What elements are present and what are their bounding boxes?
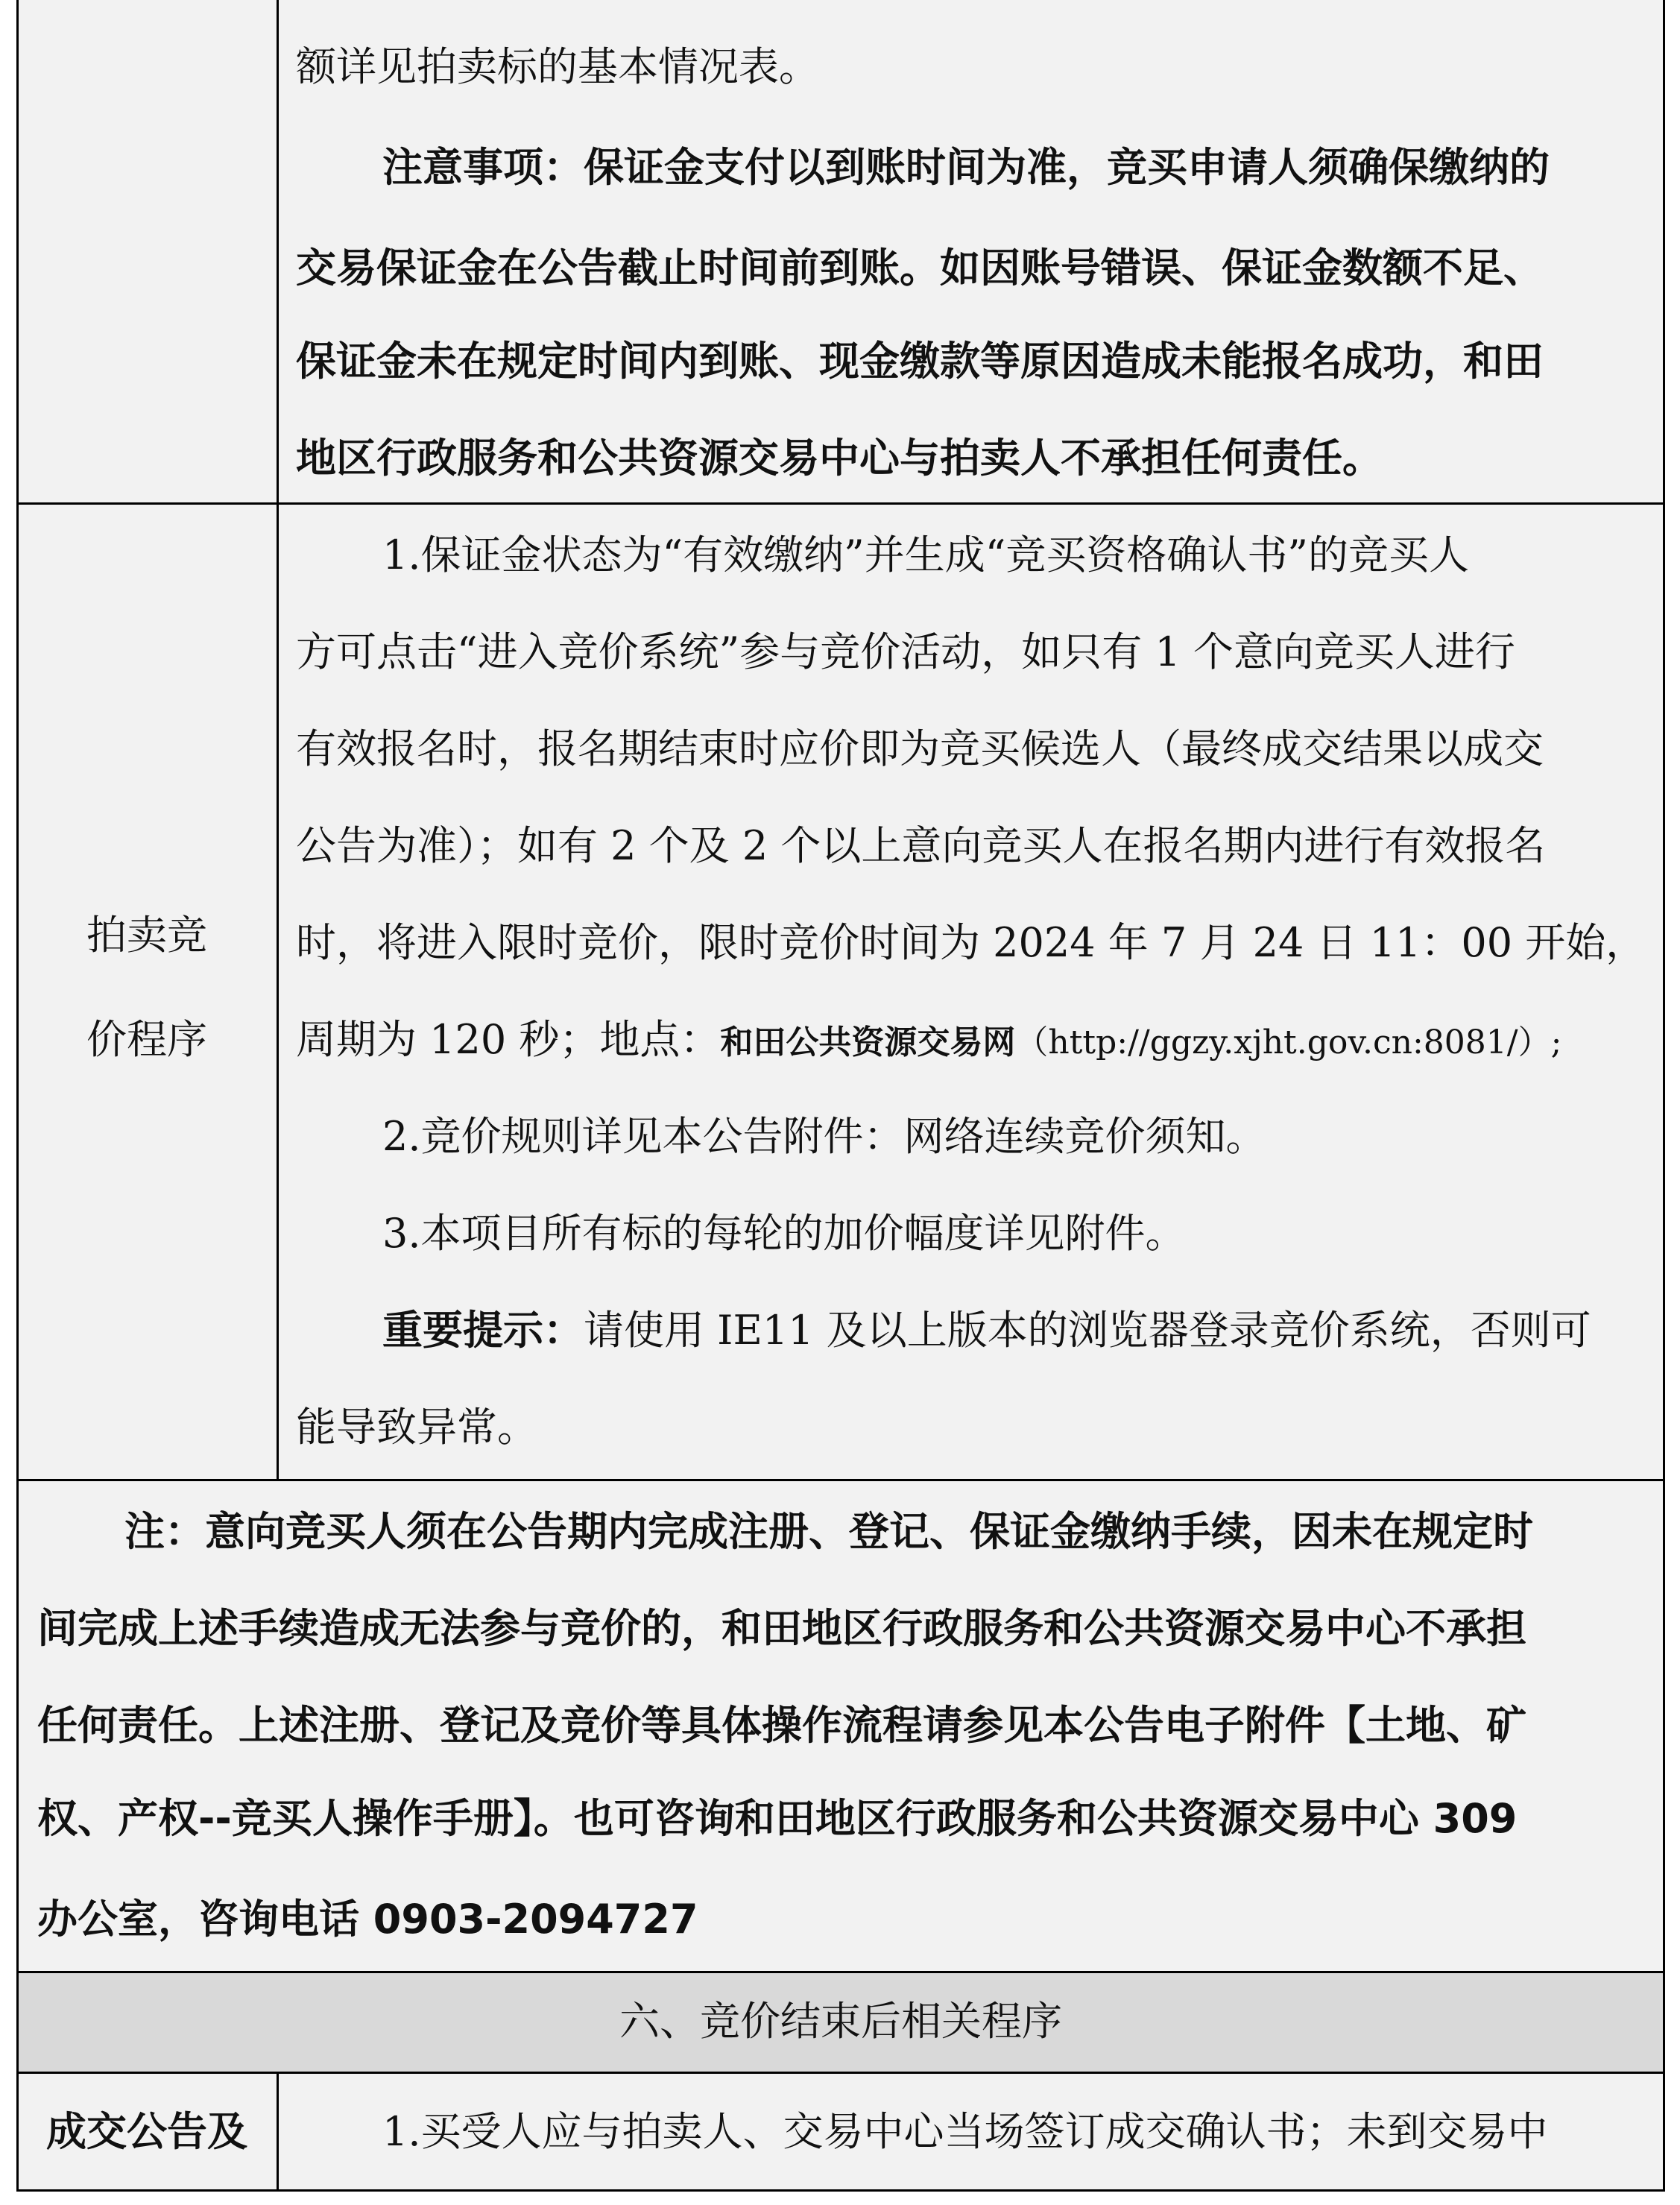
border-right (1663, 0, 1665, 2192)
divider-v1 (277, 0, 279, 1480)
bidding-line-4: 公告为准）；如有 2 个及 2 个以上意向竞买人在报名期内进行有效报名 (296, 822, 1546, 869)
bidding-item-2: 2.竞价规则详见本公告附件：网络连续竞价须知。 (382, 1113, 1266, 1160)
deal-item-1: 1.买受人应与拍卖人、交易中心当场签订成交确认书；未到交易中 (382, 2108, 1548, 2155)
bidding-line-2: 方可点击“进入竞价系统”参与竞价活动，如只有 1 个意向竞买人进行 (296, 628, 1515, 675)
divider-h1 (16, 502, 1665, 505)
bidding-line-1: 1.保证金状态为“有效缴纳”并生成“竞买资格确认书”的竞买人 (382, 531, 1469, 578)
venue-name: 和田公共资源交易网 (720, 1023, 1016, 1062)
venue-url: （http://ggzy.xjht.gov.cn:8081/）; (1015, 1023, 1562, 1062)
bidding-line-3: 有效报名时，报名期结束时应价即为竞买候选人（最终成交结果以成交 (296, 725, 1544, 772)
note-line-4: 权、产权--竞买人操作手册】。也可咨询和田地区行政服务和公共资源交易中心 309 (37, 1795, 1518, 1842)
period-location-text: 周期为 120 秒；地点： (296, 1016, 721, 1063)
bidding-line-6 (296, 1018, 1561, 1065)
important-tip-label: 重要提示： (382, 1307, 584, 1354)
bidding-procedure-label-2: 价程序 (86, 1016, 207, 1063)
label-cell-bidding (16, 503, 277, 1480)
deal-announcement-label: 成交公告及 (46, 2108, 247, 2155)
bidding-procedure-label-1: 拍卖竞 (86, 912, 207, 959)
divider-h3 (16, 1971, 1665, 1973)
row1-notice-line-4: 地区行政服务和公共资源交易中心与拍卖人不承担任何责任。 (296, 435, 1383, 482)
row1-notice-line-1: 注意事项：保证金支付以到账时间为准，竞买申请人须确保缴纳的 (382, 144, 1550, 191)
bidding-item-3: 3.本项目所有标的每轮的加价幅度详见附件。 (382, 1210, 1186, 1257)
row1-notice-line-2: 交易保证金在公告截止时间前到账。如因账号错误、保证金数额不足、 (296, 245, 1544, 291)
important-tip-line-1 (382, 1308, 1591, 1353)
label-cell-top (16, 0, 277, 503)
note-line-1: 注：意向竞买人须在公告期内完成注册、登记、保证金缴纳手续，因未在规定时 (124, 1508, 1533, 1555)
border-left (16, 0, 19, 2192)
note-line-3: 任何责任。上述注册、登记及竞价等具体操作流程请参见本公告电子附件【土地、矿 (37, 1702, 1526, 1749)
divider-h2 (16, 1479, 1665, 1481)
important-tip-text: 请使用 IE11 及以上版本的浏览器登录竞价系统，否则可 (584, 1307, 1591, 1354)
row1-notice-line-3: 保证金未在规定时间内到账、现金缴款等原因造成未能报名成功，和田 (296, 338, 1544, 385)
announcement-table (16, 0, 1665, 2192)
note-line-2: 间完成上述手续造成无法参与竞价的，和田地区行政服务和公共资源交易中心不承担 (37, 1605, 1526, 1652)
bidding-line-5: 时，将进入限时竞价，限时竞价时间为 2024 年 7 月 24 日 11：00 开始， (296, 919, 1646, 966)
important-tip-line-2: 能导致异常。 (296, 1404, 537, 1451)
row1-line-1: 额详见拍卖标的基本情况表。 (296, 43, 819, 90)
section-6-title: 六、竞价结束后相关程序 (619, 1998, 1062, 2045)
border-bottom (16, 2189, 1665, 2192)
divider-h4 (16, 2072, 1665, 2074)
note-line-5: 办公室，咨询电话 0903-2094727 (37, 1896, 698, 1943)
